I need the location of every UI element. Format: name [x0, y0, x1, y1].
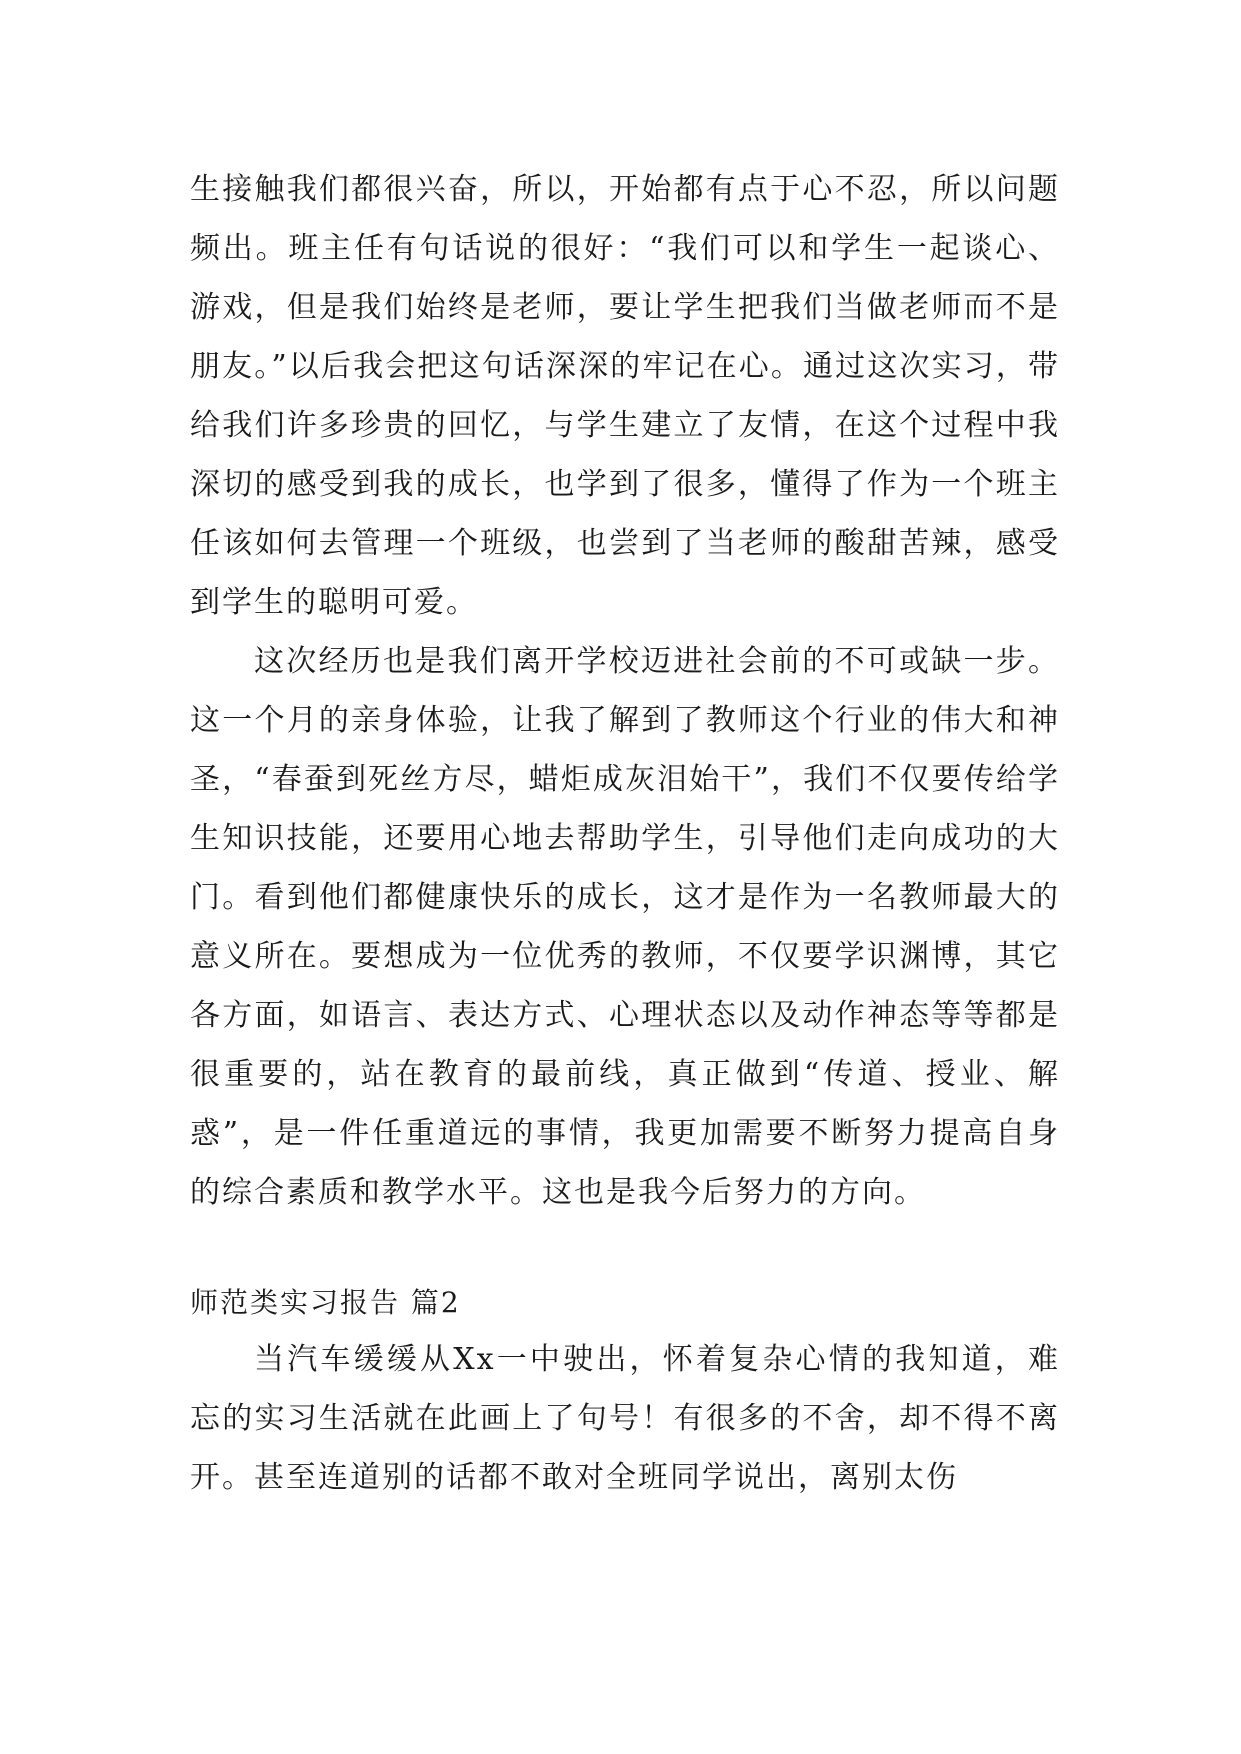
- section-heading: 师范类实习报告 篇2: [190, 1286, 461, 1319]
- document-body: [190, 160, 1060, 1507]
- paragraph-2: 这次经历也是我们离开学校迈进社会前的不可或缺一步。这一个月的亲身体验，让我了解到了教师这个行业的伟大和神圣，“春蚕到死丝方尽，蜡炬成灰泪始干”，我们不仅要传给学生知识技能，还要用心地去帮助学生，引导他们走向成功的大门。看到他们都健康快乐的成长，这才是作为一名教师最大的意义所在。要想成为一位优秀的教师，不仅要学识渊博，其它各方面，如语言、表达方式、心理状态以及动作神态等等都是很重要的，站在教育的最前线，真正做到“传道、授业、解惑”，是一件任重道远的事情，我更加需要不断努力提高自身的综合素质和教学水平。这也是我今后努力的方向。: [190, 644, 1060, 1210]
- paragraph-3: 当汽车缓缓从Xx一中驶出，怀着复杂心情的我知道，难忘的实习生活就在此画上了句号！有很多的不舍，却不得不离开。甚至连道别的话都不敢对全班同学说出，离别太伤: [190, 1342, 1060, 1495]
- paragraph-1: 生接触我们都很兴奋，所以，开始都有点于心不忍，所以问题频出。班主任有句话说的很好：“我们可以和学生一起谈心、游戏，但是我们始终是老师，要让学生把我们当做老师而不是朋友。”以后我会把这句话深深的牢记在心。通过这次实习，带给我们许多珍贵的回忆，与学生建立了友情，在这个过程中我深切的感受到我的成长，也学到了很多，懂得了作为一个班主任该如何去管理一个班级，也尝到了当老师的酸甜苦辣，感受到学生的聪明可爱。: [190, 172, 1060, 620]
